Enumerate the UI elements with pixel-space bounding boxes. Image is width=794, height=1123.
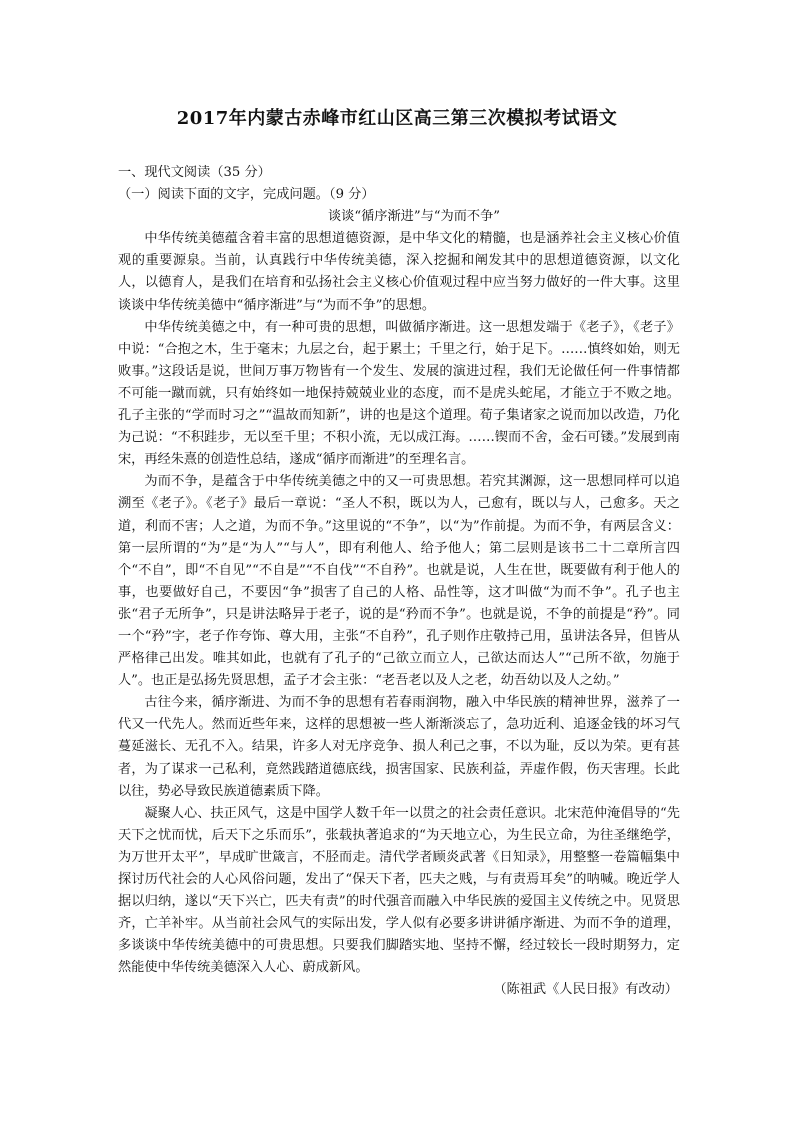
paragraph: 中华传统美德蕴含着丰富的思想道德资源，是中华文化的精髓，也是涵养社会主义核心价值观的重要源泉。当前，认真践行中华传统美德，深入挖掘和阐发其中的思想道德资源，以文化人，以德育人，是我们在培育和弘扬社会主义核心价值观过程中应当努力做好的一件大事。这里谈谈中华传统美德中“循序渐进”与“为而不争”的思想。 <box>118 231 680 313</box>
paragraph: 中华传统美德之中，有一种可贵的思想，叫做循序渐进。这一思想发端于《老子》，《老子》中说：“合抱之木，生于毫末；九层之台，起于累土；千里之行，始于足下。……慎终如始，则无败事。”这段话是说，世间万事万物皆有一个发生、发展的演进过程，我们无论做任何一件事情都不可能一蹴而就，只有始终如一地保持兢兢业业的态度，而不是虎头蛇尾，才能立于不败之地。孔子主张的“学而时习之”“温故而知新”，讲的也是这个道理。荀子集诸家之说而加以改造，乃化为己说：“不积跬步，无以至千里；不积小流，无以成江海。……锲而不舍，金石可镂。”发展到南宋，再经朱熹的创造性总结，遂成“循序而渐进”的至理名言。 <box>118 319 680 468</box>
paragraph: 为而不争，是蕴含于中华传统美德之中的又一可贵思想。若究其渊源，这一思想同样可以追溯至《老子》。《老子》最后一章说：“圣人不积，既以为人，己愈有，既以与人，己愈多。天之道，利而不害；人之道，为而不争。”这里说的“不争”，以“为”作前提。为而不争，有两层含义：第一层所谓的“为”是“为人”“与人”，即有利他人、给予他人；第二层则是该书二十二章所言四个“不自”，即“不自见”“不自是”“不自伐”“不自矜”。也就是说，人生在世，既要做有利于他人的事，也要做好自己，不要因“争”损害了自己的人格、品性等，这才叫做“为而不争”。孔子也主张“君子无所争”，只是讲法略异于老子，说的是“矜而不争”。也就是说，不争的前提是“矜”。同一个“矜”字，老子作夸饰、尊大用，主张“不自矜”，孔子则作庄敬持己用，虽讲法各异，但皆从严格律己出发。唯其如此，也就有了孔子的“己欲立而立人，己欲达而达人”“己所不欲，勿施于人”。也正是弘扬先贤思想，孟子才会主张：“老吾老以及人之老，幼吾幼以及人之幼。” <box>118 474 680 689</box>
article-title: 谈谈“循序渐进”与“为而不争” <box>327 209 501 225</box>
paragraph: 凝聚人心、扶正风气，这是中国学人数千年一以贯之的社会责任意识。北宋范仲淹倡导的“先天下之忧而忧，后天下之乐而乐”，张载执著追求的“为天地立心，为生民立命，为往圣继绝学，为万世开太平”，早成旷世箴言，不胫而走。清代学者顾炎武著《日知录》，用整整一卷篇幅集中探讨历代社会的人心风俗问题，发出了“保天下者，匹夫之贱，与有责焉耳矣”的呐喊。晚近学人据以归纳，遂以“天下兴亡，匹夫有责”的时代强音而融入中华民族的爱国主义传统之中。见贤思齐，亡羊补牢。从当前社会风气的实际出发，学人似有必要多讲讲循序渐进、为而不争的道理，多谈谈中华传统美德中的可贵思想。只要我们脚踏实地、坚持不懈，经过较长一段时期努力，定然能使中华传统美德深入人心、蔚成新风。 <box>118 805 680 976</box>
article-source: （陈祖武《人民日报》有改动） <box>493 982 678 998</box>
document-body <box>118 162 680 1002</box>
paragraph: 古往今来，循序渐进、为而不争的思想有若春雨润物，融入中华民族的精神世界，滋养了一代又一代先人。然而近些年来，这样的思想被一些人渐渐淡忘了，急功近利、追逐金钱的坏习气蔓延滋长、无孔不入。结果，许多人对无序竞争、损人利己之事，不以为耻，反以为荣。更有甚者，为了谋求一己私利，竟然践踏道德底线，损害国家、民族利益，弄虚作假，伤天害理。长此以往，势必导致民族道德素质下降。 <box>118 695 680 799</box>
subsection-heading: （一）阅读下面的文字，完成问题。（9 分） <box>118 187 375 203</box>
document-title: 2017年内蒙古赤峰市红山区高三第三次模拟考试语文 <box>176 108 618 129</box>
section-heading: 一、现代文阅读（35 分） <box>118 165 271 180</box>
